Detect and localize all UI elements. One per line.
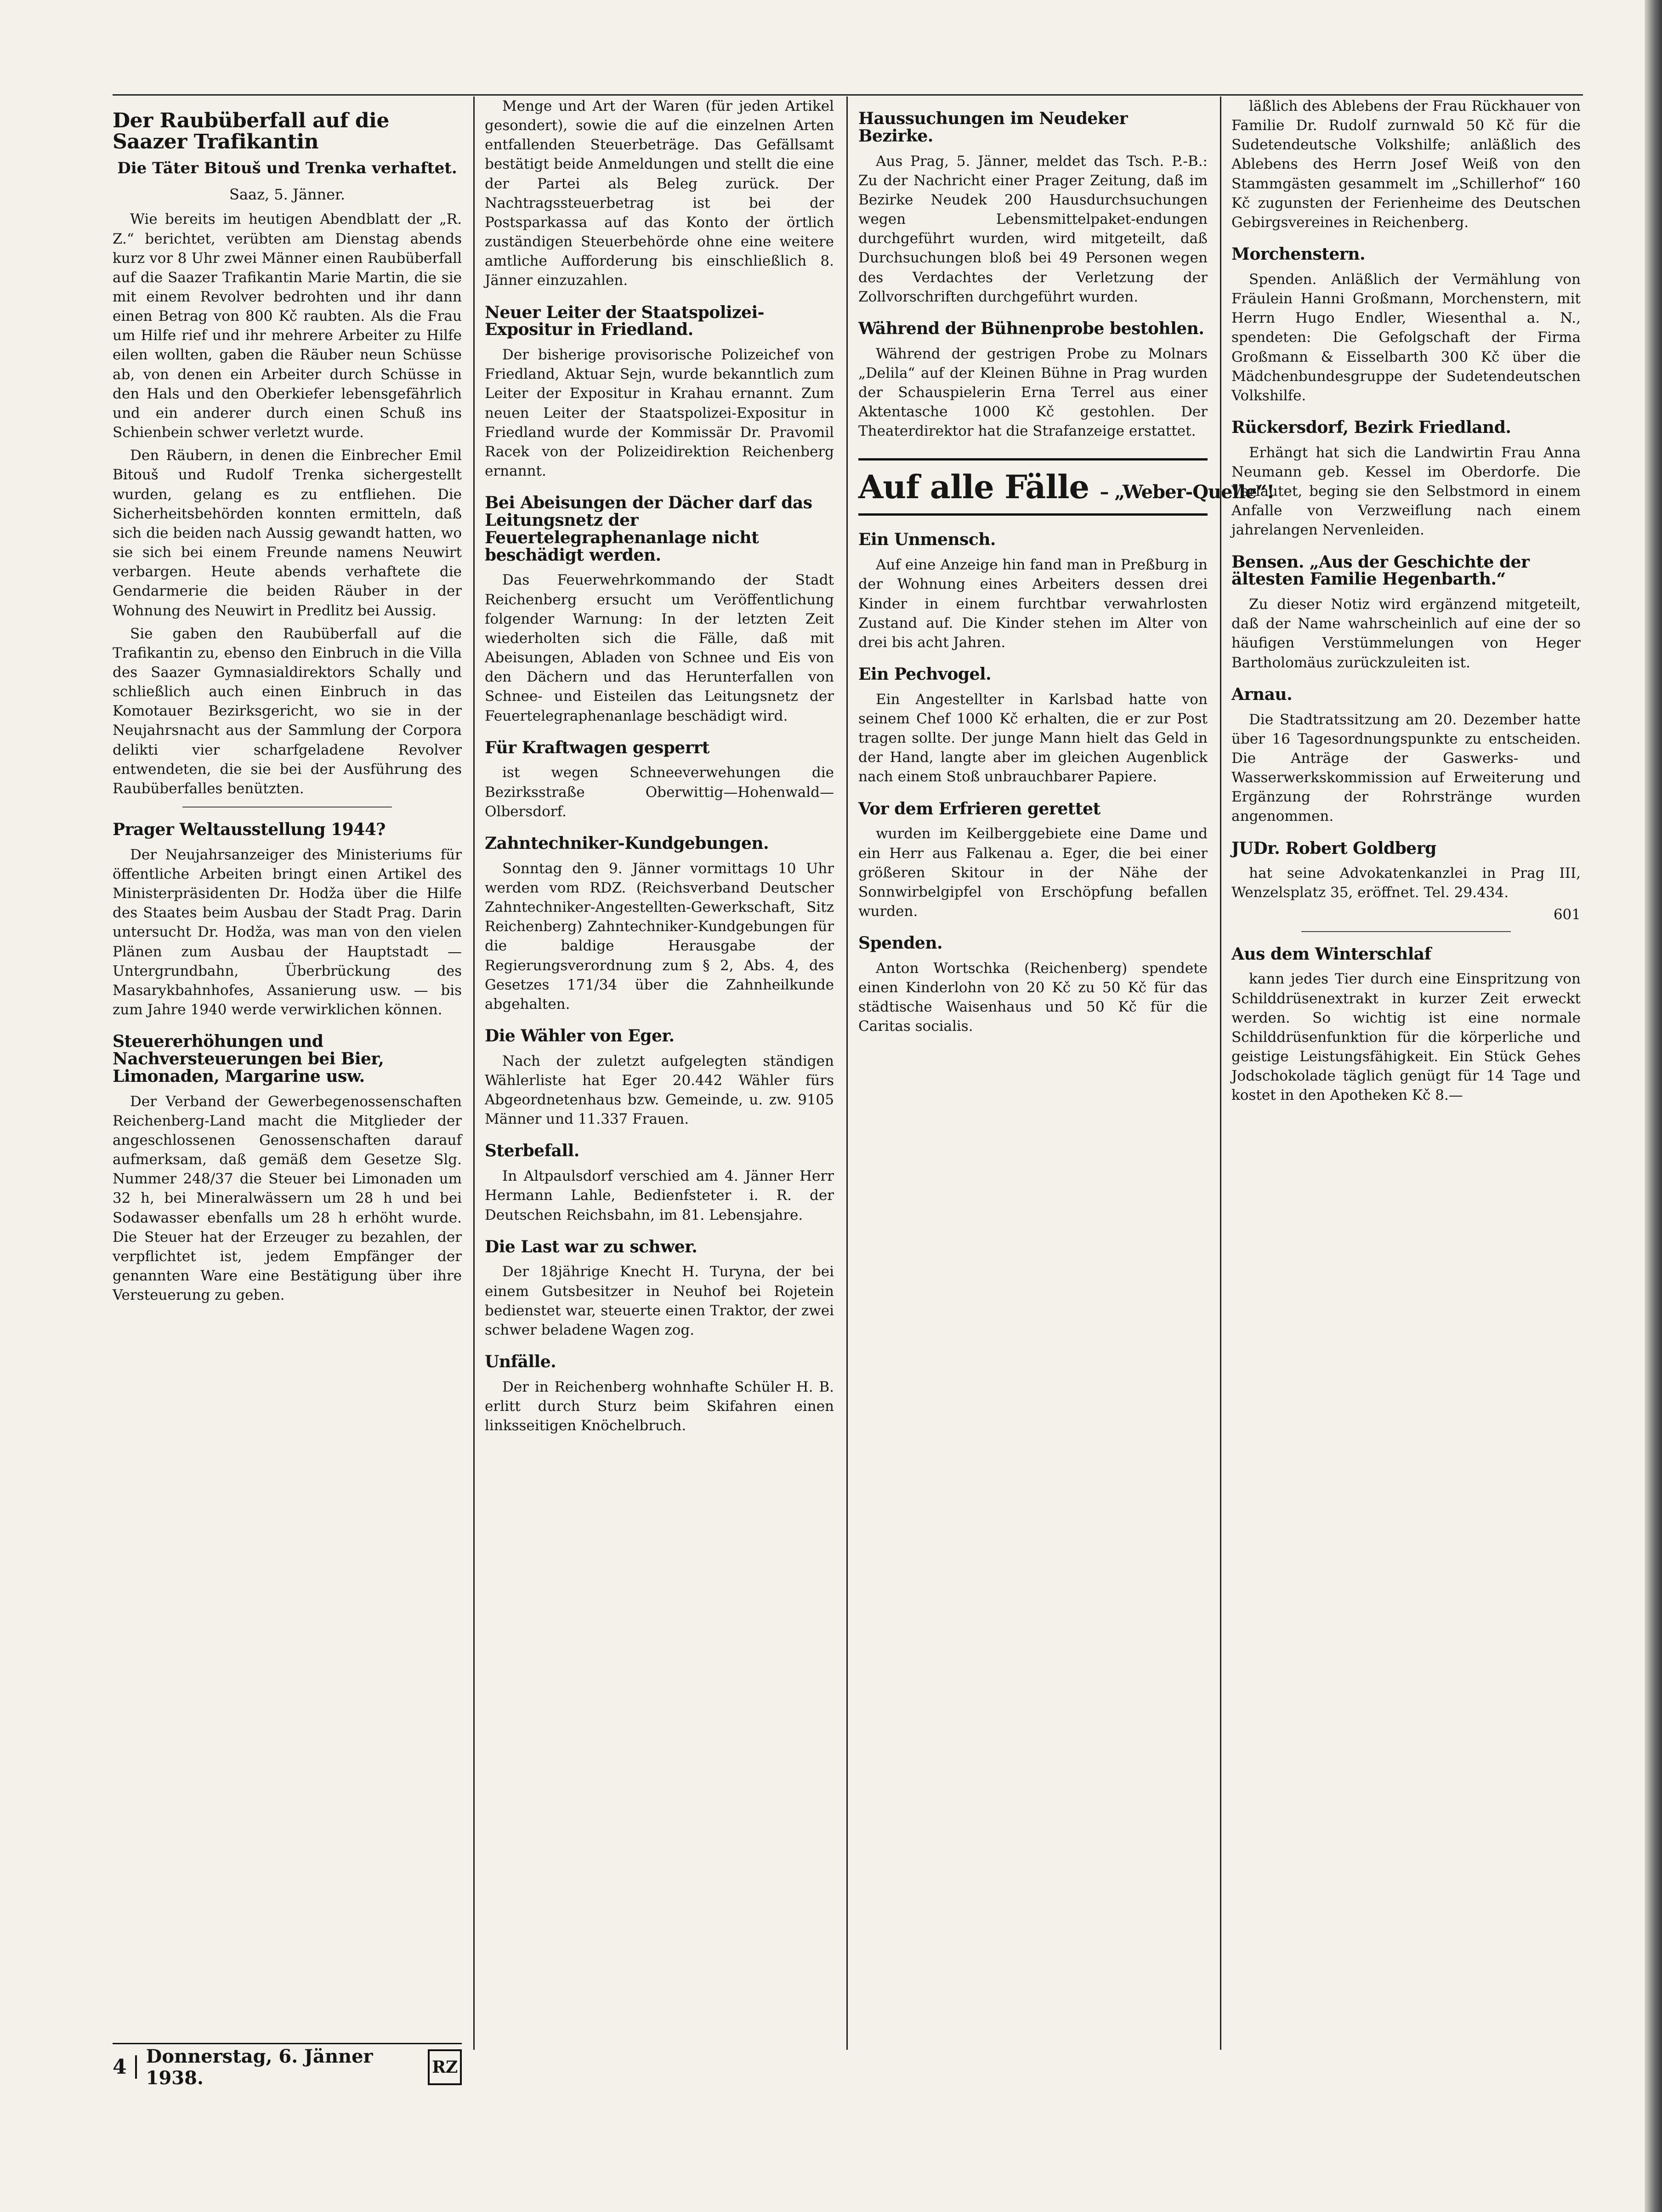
article-subheadline: Die Täter Bitouš und Trenka verhaftet. [117,159,457,178]
page-number: 4 [113,2055,137,2079]
top-rule [113,94,1583,96]
article-headline: Sterbefall. [485,1141,579,1161]
article-paragraph: Ein Angestellter in Karlsbad hatte von seinem Chef 1000 Kč erhalten, die er zur Post tragen sollte. Der junge Mann hielt das Geld in der Hand, langte aber im gleichen Augenblick nach einem Stoß unbrauchbarer Papiere. [858,691,1208,785]
article-headline: Für Kraftwagen gesperrt [485,738,709,757]
column-4 [1231,97,1581,2050]
footer-rule [113,2043,462,2044]
article-paragraph: Nach der zuletzt aufgelegten ständigen Wählerliste hat Eger 20.442 Wähler fürs Abgeordnetenhaus bzw. Gemeinde, u. zw. 9105 Männer und 11.337 Frauen. [485,1052,834,1128]
issue-date: Donnerstag, 6. Jänner 1938. [146,2045,373,2089]
article-headline: Aus dem Winterschlaf [1231,944,1431,964]
article-headline: Unfälle. [485,1352,556,1372]
newspaper-logo-icon: RZ [428,2049,462,2085]
article-headline: Neuer Leiter der Staatspolizei-Expositur in Friedland. [485,302,765,340]
article-headline: Zahntechniker-Kundgebungen. [485,833,769,853]
article-headline: Haussuchungen im Neudeker Bezirke. [858,109,1128,146]
article-paragraph: In Altpaulsdorf verschied am 4. Jänner Herr Hermann Lahle, Bedienfsteter i. R. der Deutschen Reichsbahn, im 81. Lebensjahre. [485,1168,834,1223]
article-headline: Arnau. [1231,684,1293,704]
article-paragraph: hat seine Advokatenkanzlei in Prag III, Wenzelsplatz 35, eröffnet. Tel. 29.434. [1231,865,1581,901]
article-paragraph: Anton Wortschka (Reichenberg) spendete einen Kinderlohn von 20 Kč zu 50 Kč für das städtische Waisenhaus und 50 Kč für die Caritas socialis. [858,960,1208,1035]
article-paragraph: Spenden. Anläßlich der Vermählung von Fräulein Hanni Großmann, Morchenstern, mit Herrn Hugo Endler, Wiesenthal a. N., spendeten: Die Gefolgschaft der Firma Großmann & Eisselbarth 300 Kč über die Mädchenbundesgruppe der Sudetendeutschen Volkshilfe. [1231,271,1581,404]
article-paragraph: Sie gaben den Raubüberfall auf die Trafikantin zu, ebenso den Einbruch in die Villa des Saazer Gymnasialdirektors Schally und schließlich auch einen Einbruch in das Komotauer Bezirksgericht, wo sie in der Neujahrsnacht aus der Sammlung der Corpora delikti vier scharfgeladene Revolver entwendeten, die sie bei der Ausführung des Raubüberfalles benützten. [113,625,462,797]
article-paragraph: Der Neujahrsanzeiger des Ministeriums für öffentliche Arbeiten bringt einen Artikel des Ministerpräsidenten Dr. Hodža über die Hilfe des Staates beim Ausbau der Stadt Prag. Darin untersucht Dr. Hodža, was man von den vielen Plänen zum Ausbau der Hauptstadt — Untergrundbahn, Überbrückung des Masarykbahnhofes, Assanierung usw. — bis zum Jahre 1940 werde verwirklichen können. [113,846,462,1018]
column-2 [485,97,834,2050]
article-headline: Vor dem Erfrieren gerettet [858,799,1100,819]
article-headline: Bei Abeisungen der Dächer darf das Leitungsnetz der Feuertelegraphenanlage nicht beschädigt werden. [485,493,812,565]
article-headline: Ein Pechvogel. [858,665,992,684]
article-headline: Während der Bühnenprobe bestohlen. [858,318,1204,338]
section-title [858,458,1274,516]
section-divider [1301,931,1511,932]
article-headline: Steuererhöhungen und Nachversteuerungen bei Bier, Limonaden, Margarine usw. [113,1032,384,1086]
article-headline: Die Last war zu schwer. [485,1237,698,1257]
article-paragraph: Der 18jährige Knecht H. Turyna, der bei einem Gutsbesitzer in Neuhof bei Rojetein bedienstet war, steuerte einen Traktor, der zwei schwer beladene Wagen zog. [485,1263,834,1338]
article-headline: Der Raubüberfall auf die Saazer Trafikantin [113,109,389,154]
article-paragraph: Den Räubern, in denen die Einbrecher Emil Bitouš und Rudolf Trenka sichergestellt wurden, gelang es zu entfliehen. Die Sicherheitsbehörden konnten ermitteln, daß sich die beiden nach Aussig gewandt hatten, wo sie sich bei einem Freunde namens Neuwirt verbargen. Heute abends verhaftete die Gendarmerie die beiden Räuber in der Wohnung des Neuwirt in Predlitz bei Aussig. [113,447,462,619]
column-rule [1220,97,1221,2050]
article-paragraph: Wie bereits im heutigen Abendblatt der „R. Z.“ berichtet, verübten am Dienstag abends kurz vor 8 Uhr zwei Männer einen Raubüberfall auf die Saazer Trafikantin Marie Martin, die sie mit einem Revolver bedrohten und ihr dann einen Betrag von 800 Kč raubten. Als die Frau um Hilfe rief und ihr mehrere Arbeiter zu Hilfe eilen wollten, gaben die Räuber neun Schüsse ab, von denen ein Arbeiter durch Schüsse in den Hals und den Oberkiefer lebensgefährlich und ein anderer durch einen Schuß ins Schienbein schwer verletzt wurde. [113,211,462,441]
article-paragraph: Der Verband der Gewerbegenossenschaften Reichenberg-Land macht die Mitglieder der angeschlossenen Genossenschaften darauf aufmerksam, daß gemäß dem Gesetze Slg. Nummer 248/37 die Steuer bei Limonaden um 32 h, bei Mineralwässern um 28 h und bei Sodawasser ebenfalls um 28 h erhöht wurde. Die Steuer hat der Erzeuger zu bezahlen, der verpflichtet ist, jedem Empfänger der genannten Ware eine Bestätigung über ihre Versteuerung zu geben. [113,1093,462,1304]
section-title-main: Auf alle Fälle [858,468,1089,506]
article-headline: Spenden. [858,933,943,953]
article-paragraph: Während der gestrigen Probe zu Molnars „Delila“ auf der Kleinen Bühne in Prag wurden der Schauspielerin Erna Terrel aus einer Aktentasche 1000 Kč gestohlen. Der Theaterdirektor hat die Strafanzeige erstattet. [858,345,1208,440]
article-headline: Rückersdorf, Bezirk Friedland. [1231,417,1511,437]
article-headline: Die Wähler von Eger. [485,1026,675,1046]
article-paragraph: Auf eine Anzeige hin fand man in Preßburg in der Wohnung eines Arbeiters dessen drei Kinder in einem furchtbar verwahrlosten Zustand auf. Die Kinder stehen im Alter von drei bis acht Jahren. [858,557,1208,651]
article-paragraph: Sonntag den 9. Jänner vormittags 10 Uhr werden vom RDZ. (Reichsverband Deutscher Zahntechniker-Angestellten-Gewerkschaft, Sitz Reichenberg) Zahntechniker-Kundgebungen für die baldige Herausgabe der Regierungsverordnung zum § 2, Abs. 4, des Gesetzes 171/34 über die Zahnheilkunde abgehalten. [485,860,834,1012]
column-1 [113,97,462,2050]
article-paragraph: kann jedes Tier durch eine Einspritzung von Schilddrüsenextrakt in kurzer Zeit erweckt werden. So wichtig ist eine normale Schilddrüsenfunktion für die körperliche und geistige Leistungsfähigkeit. Ein Stück Gehes Jodschokolade täglich genügt für 14 Tage und kostet in den Apotheken Kč 8.— [1231,971,1581,1104]
article-headline: Morchenstern. [1231,245,1365,264]
article-paragraph: Der bisherige provisorische Polizeichef von Friedland, Aktuar Sejn, wurde bekanntlich zum Leiter der Expositur in Krahau ernannt. Zum neuen Leiter der Staatspolizei-Expositur in Friedland wurde der Kommissär Dr. Pravomil Racek von der Polizeidirektion Reichenberg ernannt. [485,347,834,480]
article-paragraph: Zu dieser Notiz wird ergänzend mitgeteilt, daß der Name wahrscheinlich auf eine der so häufigen Verstümmelungen von Heger Bartholomäus zurückzuleiten ist. [1231,596,1581,671]
article-paragraph: wurden im Keilberggebiete eine Dame und ein Herr aus Falkenau a. Eger, die bei einer größeren Skitour in der Nähe der Sonnwirbelgipfel von Erschöpfung befallen wurden. [858,825,1208,920]
article-headline: Prager Weltausstellung 1944? [113,820,386,840]
article-paragraph: Der in Reichenberg wohnhafte Schüler H. B. erlitt durch Sturz beim Skifahren einen linksseitigen Knöchelbruch. [485,1378,834,1434]
article-dateline: Saaz, 5. Jänner. [229,186,345,204]
ad-number: 601 [1553,906,1581,923]
article-paragraph: Erhängt hat sich die Landwirtin Frau Anna Neumann geb. Kessel im Oberdorfe. Die Verlautet, beging sie den Selbstmord in einem Anfalle von Verzweiflung nach einem jahrelangen Nervenleiden. [1231,444,1581,539]
article-paragraph: Die Stadtratssitzung am 20. Dezember hatte über 16 Tagesordnungspunkte zu entscheiden. Die Anträge der Gaswerks- und Wasserwerkskommission auf Erweiterung und Ergänzung der Rohrstränge wurden angenommen. [1231,711,1581,825]
article-headline: JUDr. Robert Goldberg [1231,838,1436,858]
column-rule [846,97,848,2050]
page-footer [113,2047,462,2087]
article-headline: Bensen. „Aus der Geschichte der ältesten Familie Hegenbarth.“ [1231,552,1530,589]
column-rule [473,97,475,2050]
article-paragraph: läßlich des Ablebens der Frau Rückhauer von Familie Dr. Rudolf zurnwald 50 Kč für die Sudetendeutsche Volkshilfe; anläßlich des Ablebens des Herrn Josef Weiß von den Stammgästen gesammelt im „Schillerhof“ 160 Kč zugunsten der Ferienheime des Deutschen Gebirgsvereines in Reichenberg. [1231,98,1581,231]
article-paragraph: Das Feuerwehrkommando der Stadt Reichenberg ersucht um Veröffentlichung folgender Warnung: In der letzten Zeit wiederholten sich die Fälle, daß mit Abeisungen, Abladen von Schnee und Eis von den Dächern und das Herunterfallen von Schnee- und Eisteilen das Leitungsnetz der Feuertelegraphenanlage beschädigt wird. [485,572,834,724]
section-title-tag: – „Weber-Quelle“! [1100,481,1274,503]
article-paragraph: ist wegen Schneeverwehungen die Bezirksstraße Oberwittig—Hohenwald—Olbersdorf. [485,764,834,820]
article-headline: Ein Unmensch. [858,530,996,550]
article-paragraph: Aus Prag, 5. Jänner, meldet das Tsch. P.-B.: Zu der Nachricht einer Prager Zeitung, daß im Bezirke Neudek 200 Hausdurchsuchungen wegen Lebensmittelpaket-endungen durchgeführt wurden, wird mitgeteilt, daß Durchsuchungen bloß bei 49 Personen wegen des Verdachtes der Verletzung der Zollvorschriften durchgeführt wurden. [858,153,1208,305]
page-edge-shadow [1645,0,1662,2212]
article-paragraph: Menge und Art der Waren (für jeden Artikel gesondert), sowie die auf die einzelnen Arten entfallenden Steuerbeträge. Das Gefällsamt bestätigt beide Anmeldungen und stellt die eine der Partei als Beleg zurück. Der Nachtragssteuerbetrag ist bei der Postsparkassa auf das Konto der örtlich zuständigen Steuerbehörde ohne eine weitere amtliche Aufforderung bis einschließlich 8. Jänner einzuzahlen. [485,98,834,289]
